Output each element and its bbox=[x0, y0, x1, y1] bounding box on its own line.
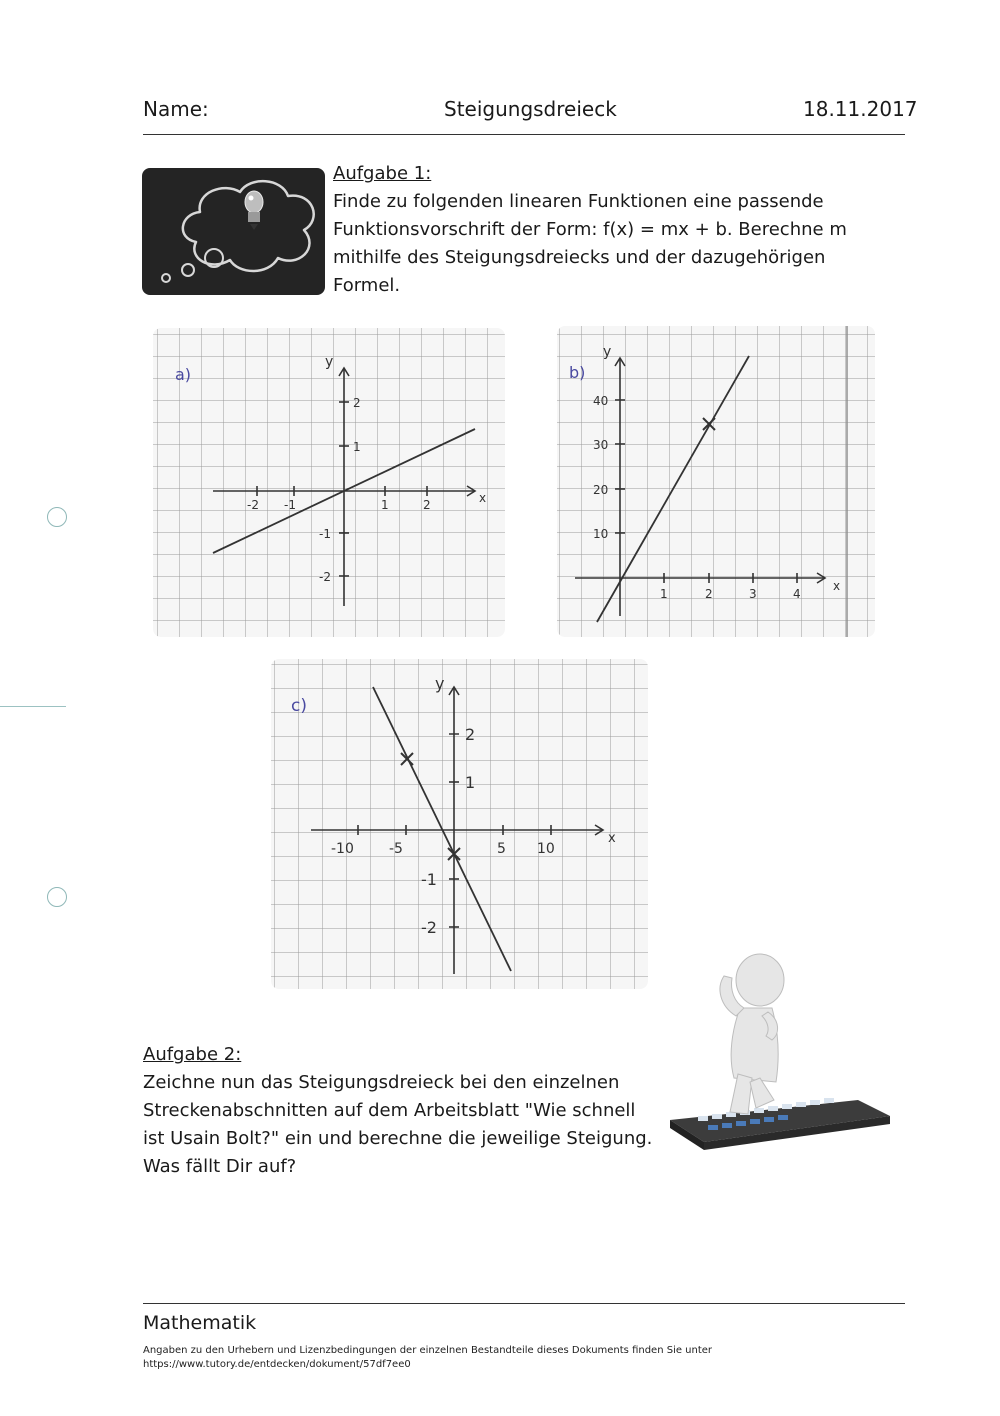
fold-mark bbox=[0, 706, 66, 707]
page-title: Steigungsdreieck bbox=[444, 97, 617, 121]
graph-c-label: c) bbox=[291, 696, 307, 716]
footer-subject: Mathematik bbox=[143, 1312, 257, 1334]
footer-link[interactable]: https://www.tutory.de/entdecken/dokument/57df7ee0 bbox=[143, 1359, 411, 1370]
graph-b-ytick: 20 bbox=[593, 483, 609, 497]
graph-b-xtick: 3 bbox=[749, 587, 757, 601]
graph-b-xtick: 1 bbox=[660, 587, 668, 601]
graph-a-xtick: -1 bbox=[284, 498, 296, 512]
graph-a-ytick: -2 bbox=[319, 570, 331, 584]
graph-c-ytick: -1 bbox=[421, 870, 437, 889]
graph-a-xtick: 1 bbox=[381, 498, 389, 512]
footer-rule bbox=[143, 1303, 905, 1304]
graph-c-xtick: -5 bbox=[389, 841, 403, 857]
graph-c-y-label: y bbox=[435, 674, 445, 693]
graph-a-ytick: 1 bbox=[353, 440, 361, 454]
graph-b-ytick: 30 bbox=[593, 438, 609, 452]
date: 18.11.2017 bbox=[803, 97, 918, 121]
task2-block bbox=[143, 1041, 653, 1181]
name-label: Name: bbox=[143, 97, 209, 121]
graph-b-y-label: y bbox=[603, 344, 612, 360]
graph-b-xtick: 4 bbox=[793, 587, 801, 601]
task2-text: Zeichne nun das Steigungsdreieck bei den einzelnen Streckenabschnitten auf dem Arbeitsblatt "Wie schnell ist Usain Bolt?" ein und berechne die jeweilige Steigung. Was fällt Dir auf? bbox=[143, 1072, 653, 1177]
graph-b-x-label: x bbox=[833, 579, 841, 593]
graph-a-x-label: x bbox=[479, 491, 487, 505]
graph-b bbox=[557, 326, 875, 637]
graph-b-ytick: 10 bbox=[593, 527, 609, 541]
graph-c-ytick: -2 bbox=[421, 918, 437, 937]
graph-c-xtick: 5 bbox=[497, 841, 506, 857]
graph-c-ytick: 1 bbox=[465, 773, 476, 792]
figure-on-calculator-image bbox=[668, 950, 900, 1170]
task1-title: Aufgabe 1: bbox=[333, 163, 432, 184]
graph-a-xtick: 2 bbox=[423, 498, 431, 512]
graph-a-ytick: 2 bbox=[353, 396, 361, 410]
graph-c-xtick: 10 bbox=[537, 841, 555, 857]
chalkboard-lightbulb-image bbox=[142, 168, 325, 295]
header-rule bbox=[143, 134, 905, 135]
graph-c-ytick: 2 bbox=[465, 725, 476, 744]
graph-c bbox=[271, 659, 648, 989]
graph-c-xtick: -10 bbox=[331, 841, 354, 857]
task1-text: Finde zu folgenden linearen Funktionen eine passende Funktionsvorschrift der Form: f(x) = mx + b. Berechne m mithilfe des Steigungsdreiecks und der dazugehörigen Formel. bbox=[333, 191, 847, 296]
task2-title: Aufgabe 2: bbox=[143, 1044, 242, 1065]
task1-block bbox=[333, 160, 893, 300]
graph-c-x-label: x bbox=[608, 831, 616, 846]
graph-a-y-label: y bbox=[325, 354, 334, 370]
graph-a bbox=[153, 328, 505, 637]
graph-a-xtick: -2 bbox=[247, 498, 259, 512]
punch-hole-top bbox=[47, 507, 67, 527]
graph-b-ytick: 40 bbox=[593, 394, 609, 408]
graph-b-label: b) bbox=[569, 363, 586, 382]
graph-b-xtick: 2 bbox=[705, 587, 713, 601]
graph-a-label: a) bbox=[175, 365, 192, 384]
footer-note-line1: Angaben zu den Urhebern und Lizenzbedingungen der einzelnen Bestandteile dieses Dokuments finden Sie unter bbox=[143, 1345, 713, 1356]
graph-a-ytick: -1 bbox=[319, 527, 331, 541]
punch-hole-bottom bbox=[47, 887, 67, 907]
footer-attribution bbox=[143, 1344, 903, 1372]
